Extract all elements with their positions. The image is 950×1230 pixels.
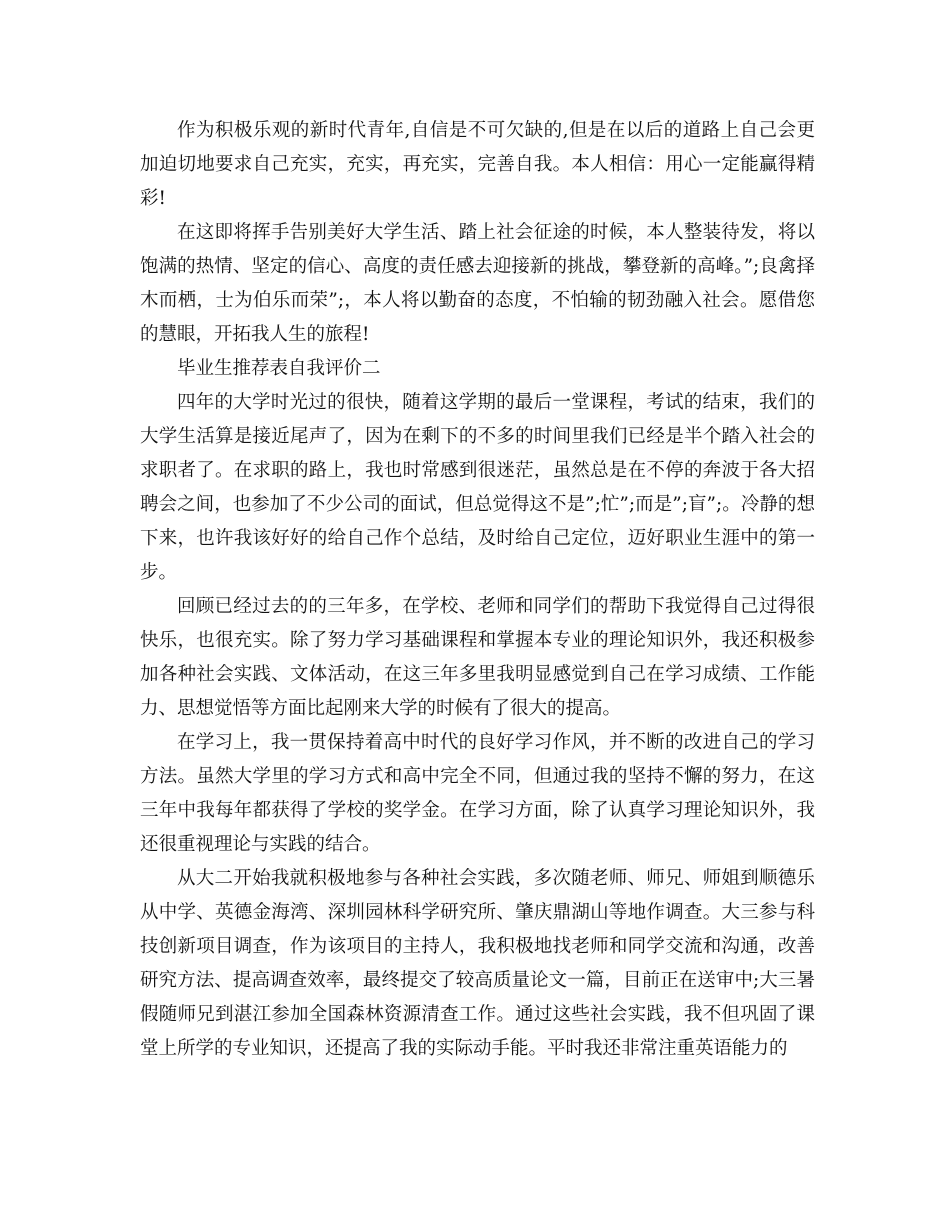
section-heading: 毕业生推荐表自我评价二 — [177, 358, 381, 379]
document-body — [140, 114, 815, 1066]
paragraph-confidence: 作为积极乐观的新时代青年,自信是不可欠缺的,但是在以后的道路上自己会更加迫切地要求自己充实，充实，再充实，完善自我。本人相信：用心一定能赢得精彩! — [140, 120, 815, 209]
paragraph-university-years: 四年的大学时光过的很快，随着这学期的最后一堂课程，考试的结束，我们的大学生活算是接近尾声了，因为在剩下的不多的时间里我们已经是半个踏入社会的求职者了。在求职的路上，我也时常感到很迷茫，虽然总是在不停的奔波于各大招聘会之间，也参加了不少公司的面试，但总觉得这不是”;忙”;而是”;盲”;。冷静的想下来，也许我该好好的给自己作个总结，及时给自己定位，迈好职业生涯中的第一步。 — [140, 392, 815, 583]
paragraph-farewell: 在这即将挥手告别美好大学生活、踏上社会征途的时候，本人整装待发，将以饱满的热情、坚定的信心、高度的责任感去迎接新的挑战，攀登新的高峰。”;良禽择木而栖，士为伯乐而荣”;，本人将以勤奋的态度，不怕输的韧劲融入社会。愿借您的慧眼，开拓我人生的旅程! — [140, 222, 815, 345]
paragraph-practice: 从大二开始我就积极地参与各种社会实践，多次随老师、师兄、师姐到顺德乐从中学、英德金海湾、深圳园林科学研究所、肇庆鼎湖山等地作调查。大三参与科技创新项目调查，作为该项目的主持人，我积极地找老师和同学交流和沟通，改善研究方法、提高调查效率，最终提交了较高质量论文一篇，目前正在送审中;大三暑假随师兄到湛江参加全国森林资源清查工作。通过这些社会实践，我不但巩固了课堂上所学的专业知识，还提高了我的实际动手能。平时我还非常注重英语能力的 — [140, 868, 815, 1059]
paragraph-study: 在学习上，我一贯保持着高中时代的良好学习作风，并不断的改进自己的学习方法。虽然大学里的学习方式和高中完全不同，但通过我的坚持不懈的努力，在这三年中我每年都获得了学校的奖学金。在学习方面，除了认真学习理论知识外，我还很重视理论与实践的结合。 — [140, 732, 815, 855]
paragraph-review: 回顾已经过去的的三年多，在学校、老师和同学们的帮助下我觉得自己过得很快乐，也很充实。除了努力学习基础课程和掌握本专业的理论知识外，我还积极参加各种社会实践、文体活动，在这三年多里我明显感觉到自己在学习成绩、工作能力、思想觉悟等方面比起刚来大学的时候有了很大的提高。 — [140, 596, 815, 719]
